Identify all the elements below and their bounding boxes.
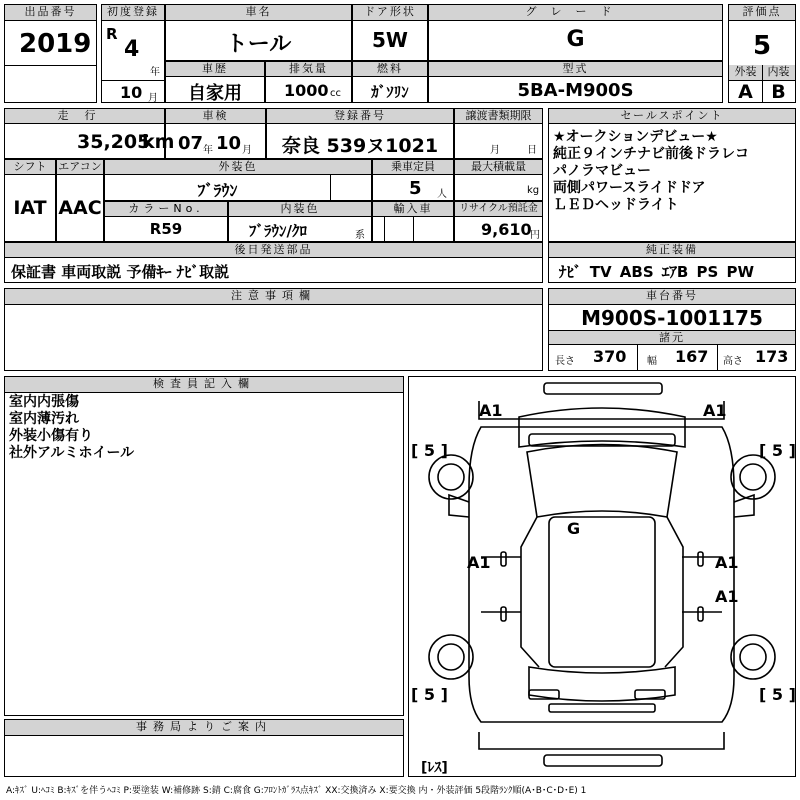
ext-color-header: 外装色: [105, 160, 371, 175]
later-parts-header: 後日発送部品: [5, 243, 542, 258]
inspector-note-item: 室内薄汚れ: [9, 411, 79, 427]
mark-tire-front-left: [ 5 ]: [411, 441, 448, 460]
lot-number-header: 出品番号: [5, 5, 96, 21]
history-value: 自家用: [188, 83, 242, 104]
month-unit: 月: [148, 93, 158, 104]
later-parts-value: 保証書 車両取説 予備ｷｰ ﾅﾋﾞ取説: [11, 263, 230, 281]
damage-legend: A:ｷｽﾞ U:ﾍｺﾐ B:ｷｽﾞを伴うﾍｺﾐ P:要塗装 W:補修跡 S:錆 C:腐食 G:ﾌﾛﾝﾄｶﾞﾗｽ点ｷｽﾞ XX:交換済み X:要交換 内・外装評価 5段階ﾗﾝｸ順(A･B･C･D･E) 1: [6, 786, 587, 796]
int-color-value: ﾌﾞﾗｳﾝ/ｸﾛ: [249, 222, 307, 240]
car-name-cell: [165, 4, 352, 61]
int-color-cell: [228, 201, 372, 242]
mark-a1-side-right-2: A1: [715, 587, 739, 606]
sales-point-item: ＬＥＤヘッドライト: [553, 197, 679, 213]
model-code-cell: [428, 61, 723, 103]
sales-points-cell: [548, 108, 796, 242]
grade-value: G: [566, 27, 585, 52]
genuine-header: 純正装備: [549, 243, 795, 258]
notes-cell: [4, 288, 543, 371]
chassis-cell: [548, 288, 796, 371]
car-name-header: 車名: [166, 5, 351, 21]
grade-header: グレード: [429, 5, 722, 21]
chassis-value: M900S-1001175: [581, 306, 763, 330]
mark-a1-side-right-1: A1: [715, 553, 739, 572]
transfer-doc-header: 譲渡書類期限: [455, 109, 542, 124]
length-value: 370: [593, 347, 627, 366]
inspector-cell: [4, 376, 404, 716]
model-code-value: 5BA-M900S: [517, 80, 634, 101]
length-label: 長さ: [555, 356, 575, 367]
shift-value: IAT: [13, 197, 47, 219]
model-code-header: 型式: [429, 62, 722, 77]
inspection-month-unit: 月: [242, 145, 252, 156]
car-diagram-panel: [408, 376, 796, 777]
score-value: 5: [752, 31, 772, 61]
exterior-header: 外装: [734, 65, 757, 78]
aircon-cell: [56, 159, 104, 242]
specs-header: 諸元: [549, 330, 795, 345]
registration-value: 奈良 539ヌ1021: [281, 135, 439, 157]
mileage-unit: km: [142, 131, 175, 153]
inspector-notes-list: [9, 394, 134, 462]
score-header: 評価点: [729, 5, 795, 21]
sales-points-header: セールスポイント: [549, 109, 795, 124]
max-load-header: 最大積載量: [455, 160, 542, 175]
max-load-unit: kg: [527, 185, 540, 196]
genuine-cell: [548, 242, 796, 283]
office-header: 事務局よりご案内: [5, 720, 403, 736]
shift-cell: [4, 159, 56, 242]
fuel-cell: [352, 61, 428, 103]
int-color-unit: 系: [355, 230, 365, 241]
registration-header: 登録番号: [267, 109, 453, 124]
sales-point-item: 純正９インチナビ前後ドラレコ: [553, 146, 749, 162]
capacity-unit: 人: [437, 189, 447, 200]
ext-color-cell: [104, 159, 372, 201]
height-label: 高さ: [723, 356, 743, 367]
ext-color-value: ﾌﾞﾗｳﾝ: [197, 181, 238, 200]
import-header: 輸入車: [373, 202, 453, 217]
color-no-cell: [104, 201, 228, 242]
color-no-value: R59: [149, 220, 183, 238]
inspector-header: 検査員記入欄: [5, 377, 403, 393]
inspection-header: 車検: [166, 109, 265, 124]
sales-point-item: 両側パワースライドドア: [553, 180, 706, 196]
aircon-header: エアコン: [58, 160, 102, 173]
capacity-value: 5: [409, 178, 422, 199]
first-registration-header: 初度登録: [102, 5, 164, 21]
width-label: 幅: [647, 356, 657, 367]
month-value: 10: [120, 83, 143, 102]
displacement-cell: [265, 61, 352, 103]
registration-cell: [266, 108, 454, 159]
lot-number-cell: [4, 4, 97, 103]
first-registration-cell: [101, 4, 165, 103]
mileage-value: 35,205: [77, 131, 151, 153]
shift-header: シフト: [5, 160, 55, 175]
inspector-note-item: 室内内張傷: [9, 394, 79, 410]
recycle-header: リサイクル預託金: [455, 202, 542, 217]
notes-header: 注意事項欄: [5, 289, 542, 305]
max-load-cell: [454, 159, 543, 201]
mark-a1-side-left: A1: [467, 553, 491, 572]
sales-point-item: パノラマビュー: [553, 163, 651, 179]
inspector-note-item: 社外アルミホイール: [9, 445, 135, 461]
car-diagram: [409, 377, 795, 776]
mileage-cell: [4, 108, 175, 159]
mark-a1-front-right: A1: [703, 401, 727, 420]
displacement-value: 1000: [284, 81, 329, 100]
color-no-header: カラーNo.: [105, 202, 227, 217]
exterior-value: A: [738, 81, 753, 103]
car-name-value: トール: [225, 32, 292, 57]
inspector-note-item: 外装小傷有り: [9, 428, 93, 444]
capacity-cell: [372, 159, 454, 201]
transfer-month-unit: 月: [490, 145, 500, 156]
mark-tire-rear-left: [ 5 ]: [411, 685, 448, 704]
history-header: 車歴: [166, 62, 264, 77]
mileage-header: 走行: [5, 109, 164, 124]
displacement-header: 排気量: [266, 62, 351, 77]
year-unit: 年: [150, 67, 160, 78]
doors-value: 5W: [372, 28, 408, 52]
recycle-unit: 円: [530, 230, 540, 241]
displacement-unit: cc: [330, 88, 341, 99]
doors-cell: [352, 4, 428, 61]
sales-points-list: [553, 129, 749, 214]
interior-header: 内装: [767, 65, 790, 78]
recycle-cell: [454, 201, 543, 242]
inspection-year: 07: [178, 133, 204, 154]
capacity-header: 乗車定員: [373, 160, 453, 175]
lot-number-value: 2019: [19, 29, 92, 59]
transfer-doc-cell: [454, 108, 543, 159]
mark-a1-front-left: A1: [479, 401, 503, 420]
sales-point-item: ★オークションデビュー★: [553, 129, 718, 145]
interior-value: B: [771, 81, 786, 103]
width-value: 167: [675, 347, 709, 366]
mark-spare-tire: [ﾚｽ]: [421, 760, 448, 776]
inspection-cell: [165, 108, 266, 159]
score-cell: [728, 4, 796, 103]
transfer-day-unit: 日: [527, 145, 537, 156]
doors-header: ドア形状: [353, 5, 427, 21]
history-cell: [165, 61, 265, 103]
inspection-month: 10: [216, 133, 242, 154]
era-value: R: [106, 25, 118, 43]
height-value: 173: [755, 347, 789, 366]
grade-cell: [428, 4, 723, 61]
int-color-header: 内装色: [229, 202, 371, 217]
year-value: 4: [124, 37, 140, 62]
aircon-value: AAC: [58, 197, 102, 219]
import-cell: [372, 201, 454, 242]
mark-g-roof: G: [567, 519, 581, 538]
later-parts-cell: [4, 242, 543, 283]
chassis-header: 車台番号: [549, 289, 795, 305]
fuel-header: 燃料: [353, 62, 427, 77]
fuel-value: ｶﾞｿﾘﾝ: [371, 83, 409, 101]
office-cell: [4, 719, 404, 777]
inspection-year-unit: 年: [203, 145, 213, 156]
mark-tire-rear-right: [ 5 ]: [759, 685, 796, 704]
recycle-value: 9,610: [481, 220, 532, 239]
mark-tire-front-right: [ 5 ]: [759, 441, 796, 460]
genuine-value: ﾅﾋﾞ TV ABS ｴｱB PS PW: [559, 263, 755, 281]
